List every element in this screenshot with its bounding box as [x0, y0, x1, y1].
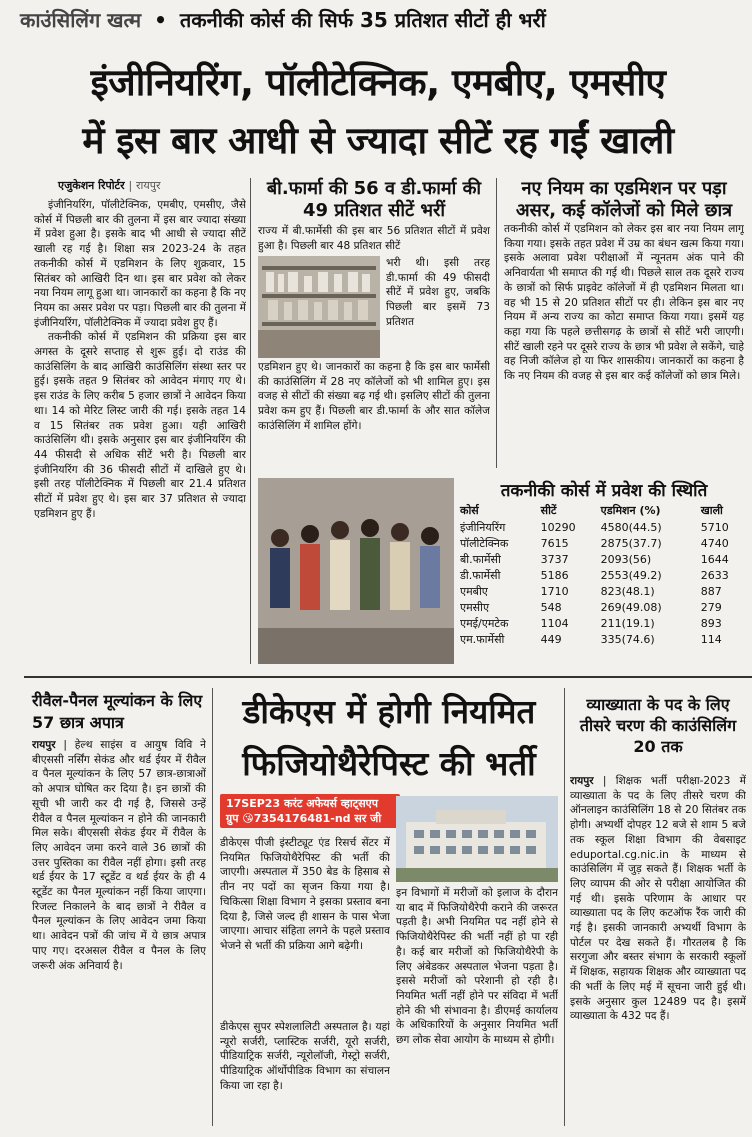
main-story-body: [34, 198, 246, 660]
cell-vacant: 2633: [700, 568, 729, 582]
byline-separator: |: [128, 179, 133, 192]
revaluation-text: हेल्थ साइंस व आयुष विवि ने बीएससी नर्सिंग सेकंड और थर्ड ईयर में रीवैल व पैनल मूल्यांकन के लिए 57 छात्र-छात्राओं को अपात्र घोषित कर दिया है। इन छात्रों की सूची भी जारी कर दी गई है, जिससे उन्हें रीवैल व पैनल मूल्यांकन न होने की जानकारी मिल सके। बीएससी सेकंड ईयर में रीवैल के लिए आवेदन जमा करने वाले 36 छात्रों की उत्तर पुस्तिका का रीवैल नहीं होगा। इसी तरह थर्ड ईयर के 17 स्टूडेंट व थर्ड ईयर के ही 4 स्टूडेंट का पैनल मूल्यांकन नहीं किया जाएगा। रिजल्ट निकालने के बाद छात्रों ने रीवैल व पैनल मूल्यांकन के लिए आवेदन जमा किया था। आवेदन पत्रों की जांच में ये छात्र अपात्र पाए गए। दरअसल रीवैल व पैनल के लिए जरूरी अंक अनिवार्य है।: [32, 739, 206, 972]
lecturer-heading: व्याख्याता के पद के लिए तीसरे चरण की काउंसिलिंग 20 तक: [579, 695, 737, 756]
cell-admission: 269(49.08): [600, 600, 662, 614]
table-row: [458, 551, 748, 567]
col-header-vacant: खाली: [700, 503, 723, 517]
hospital-building-photo: [396, 796, 558, 882]
cell-vacant: 4740: [700, 536, 729, 550]
pharma-rest: एडमिशन हुए थे। जानकारों का कहना है कि इस बार फार्मेसी की काउंसिलिंग में 28 नए कॉलेजों को भी शामिल हुए। इस वजह से सीटों की संख्या बढ़ गई थी। इसलिए सीटों की तुलना प्रवेश कम हुए हैं। पिछली बार डी.फार्मा के और सात कॉलेज काउंसिलिंग में शामिल होंगे।: [258, 361, 490, 432]
dks-col2: इन विभागों में मरीजों को इलाज के दौरान या बाद में फिजियोथैरेपी कराने की जरूरत पड़ती है। अभी नियमित पद नहीं होने से फिजियोथैरेपिस्ट की भर्ती नहीं हो पा रही है। कई बार मरीजों को फिजियोथैरेपी के लिए अंबेडकर अस्पताल भेजना पड़ता है। इससे मरीजों को परेशानी हो रही है। नियमित भर्ती नहीं होने पर संविदा में भर्ती होने की भी संभावना है। डीएमई कार्यालय के अधिकारियों के अनुसार नियमित भर्ती छग लोक सेवा आयोग के माध्यम से होगी।: [396, 887, 558, 1047]
cell-course: बी.फार्मेसी: [460, 552, 501, 566]
main-headline: [8, 54, 748, 170]
column-divider-4: [564, 688, 565, 1126]
cell-course: एमई/एमटेक: [460, 616, 509, 630]
admission-table: [458, 501, 748, 647]
cell-admission: 2093(56): [600, 552, 652, 566]
cell-admission: 2553(49.2): [600, 568, 662, 582]
pharmacy-photo: [258, 256, 380, 358]
cell-seats: 5186: [540, 568, 569, 582]
table-row: [458, 519, 748, 535]
cell-course: डी.फार्मेसी: [460, 568, 501, 582]
column-divider-3: [212, 688, 213, 1126]
cell-admission: 335(74.6): [600, 632, 655, 646]
dks-col1: डीकेएस पीजी इंस्टीट्यूट एंड रिसर्च सेंटर में नियमित फिजियोथैरेपिस्ट की भर्ती की जाएगी। अस्पताल में 350 बेड के हिसाब से तीन नए पदों का सृजन किया गया है। चिकित्सा शिक्षा विभाग ने इसका प्रस्ताव बना दिया है, जिसे जल्द ही शासन के पास भेजा जाएगा। आचार संहिता लगने के पहले प्रस्ताव भेजने से भर्ती की प्रक्रिया आगे बढ़ेगी।: [220, 837, 390, 952]
admission-status-box: [458, 478, 750, 647]
revaluation-city: रायपुर: [32, 739, 56, 751]
lecturer-sep: |: [602, 775, 616, 787]
lecturer-body: [570, 774, 746, 1126]
table-row: [458, 583, 748, 599]
cell-admission: 823(48.1): [600, 584, 655, 598]
cell-vacant: 114: [700, 632, 722, 646]
headline-line1: इंजीनियरिंग, पॉलीटेक्निक, एमबीए, एमसीए: [90, 61, 666, 104]
table-header-row: [458, 501, 748, 519]
revaluation-body: [32, 738, 206, 1118]
cell-vacant: 893: [700, 616, 722, 630]
banner-line2: ग्रुप 😘7354176481-nd सर जी: [226, 812, 382, 825]
revaluation-sep: |: [63, 739, 75, 751]
table-row: [458, 615, 748, 631]
dks-heading: [216, 686, 562, 790]
kicker-bullet: •: [154, 8, 167, 32]
column-divider-1: [250, 178, 251, 664]
banner-line1: 17SEP23 करंट अफेयर्स व्हाट्सएप: [226, 797, 378, 810]
column-divider-2: [496, 178, 497, 468]
byline-city: रायपुर: [136, 179, 161, 192]
kicker-part2: तकनीकी कोर्स की सिर्फ 35 प्रतिशत सीटों ही भरीं: [179, 8, 546, 32]
pharma-intro: राज्य में बी.फार्मेसी की इस बार 56 प्रतिशत सीटों में प्रवेश हुआ है। पिछली बार 48 प्रतिशत सीटें: [258, 225, 490, 252]
pharmacy-shelves-graphic: [258, 256, 380, 358]
cell-vacant: 887: [700, 584, 722, 598]
main-story-para2: तकनीकी कोर्स में एडमिशन की प्रक्रिया इस बार अगस्त के दूसरे सप्ताह से शुरू हुई। दो राउंड की काउंसिलिंग के बाद आखिरी काउंसिलिंग संस्था स्तर पर हुई। इसके तहत 9 सितंबर को आवेदन मंगाए गए थे। इस राउंड के लिए करीब 5 हजार छात्रों ने आवेदन किया था। 14 को मेरिट लिस्ट जारी की गई। इसके तहत 14 व 15 सितंबर तक प्रवेश हुआ। यही आखिरी काउंसिलिंग थी। इसके अनुसार इस बार इंजीनियरिंग की 44 फीसदी से अधिक सीटें भरी है। पिछली बार इंजीनियरिंग की 36 फीसदी सीटों में दाखिले हुए थे। इसी तरह पॉलीटेक्निक में पिछली बार 21.4 प्रतिशत सीटों में प्रवेश हुए थे। इस बार 37 प्रतिशत से ज्यादा एडमिशन हुए हैं।: [34, 331, 246, 520]
cell-course: इंजीनियरिंग: [460, 520, 506, 534]
cell-seats: 548: [540, 600, 562, 614]
dks-heading-line2: फिजियोथैरेपिस्ट की भर्ती: [242, 744, 536, 783]
lecturer-tag: शिक्षक भर्ती परीक्षा-2023: [615, 775, 731, 787]
dks-col1b: डीकेएस सुपर स्पेशलालिटी अस्पताल है। यहां न्यूरो सर्जरी, प्लास्टिक सर्जरी, यूरो सर्जरी, पीडियाट्रिक सर्जरी, न्यूरोलॉजी, गेस्ट्रो सर्जरी, पीडियाट्रिक ऑर्थोपीडिक विभाग का संचालन किया जा रहा है।: [220, 1021, 390, 1092]
headline-line2: में इस बार आधी से ज्यादा सीटें रह गईं खाली: [82, 119, 674, 162]
cell-admission: 211(19.1): [600, 616, 655, 630]
hospital-building-graphic: [396, 796, 558, 882]
table-row: [458, 599, 748, 615]
cell-seats: 7615: [540, 536, 569, 550]
section-divider: [24, 676, 752, 678]
rules-body: तकनीकी कोर्स में एडमिशन को लेकर इस बार नया नियम लागू किया गया। इसके तहत प्रवेश में उम्र का बंधन खत्म किया गया। इसके अलावा प्रवेश परीक्षाओं में न्यूनतम अंक पाने की अनिवार्यता भी समाप्त की गई थी। पिछले साल तक दूसरे राज्य के छात्रों को सिर्फ प्राइवेट कॉलेजों में ही एडमिशन मिलता था। वह भी 15 से 20 प्रतिशत सीटों पर ही। लेकिन इस बार नए नियम में अन्य राज्य का कोटा समाप्त किया गया। इसमें यह कहा गया कि पहले छत्तीसगढ़ के छात्रों से सीटें भरी जाएगी। सीटें खाली रहने पर दूसरे राज्य के छात्र भी प्रवेश ले सकेंगे, चाहे वह निजी कॉलेज हो या फिर शासकीय। जानकारों का कहना है कि नए नियम की वजह से इस बार कई कॉलेजों को छात्र मिले।: [504, 223, 744, 383]
cell-course: एमसीए: [460, 600, 490, 614]
whatsapp-group-banner: [220, 794, 400, 828]
students-crowd-photo: [258, 478, 454, 664]
cell-admission: 2875(37.7): [600, 536, 662, 550]
col-header-seats: सीटें: [540, 503, 557, 517]
cell-course: पॉलीटेक्निक: [460, 536, 509, 550]
cell-seats: 1710: [540, 584, 569, 598]
table-row: [458, 535, 748, 551]
dks-heading-line1: डीकेएस में होगी नियमित: [242, 692, 536, 731]
kicker-line: [20, 6, 750, 48]
byline: [58, 178, 248, 193]
col-header-admission: एडमिशन (%): [600, 503, 661, 517]
cell-admission: 4580(44.5): [600, 520, 662, 534]
rules-heading: नए नियम का एडमिशन पर पड़ा असर, कई कॉलेजों को मिले छात्र: [515, 178, 733, 221]
cell-course: एमबीए: [460, 584, 488, 598]
revaluation-heading: रीवैल-पैनल मूल्यांकन के लिए 57 छात्र अपात्र: [32, 691, 203, 732]
main-story-para1: इंजीनियरिंग, पॉलीटेक्निक, एमबीए, एमसीए, जैसे कोर्स में पिछली बार की तुलना में इस बार ज्यादा संख्या में प्रवेश हुआ है। इसके बाद भी आधी से ज्यादा सीटें खाली रह गई है। शिक्षा सत्र 2023-24 के तहत तकनीकी कोर्स में एडमिशन के लिए शुक्रवार, 15 सितंबर को आखिरी दिन था। इस बार प्रवेश को लेकर नया नियम लागू हुआ था। जानकारों का कहना है कि नए नियम का असर प्रवेश पर पड़ा। पिछली बार की तुलना में इंजीनियरिंग, पॉलीटेक्निक में ज्यादा प्रवेश हुए हैं।: [34, 199, 246, 329]
lecturer-text: में व्याख्याता के पद के लिए तीसरे चरण की ऑनलाइन काउंसिलिंग 18 से 20 सितंबर तक होगी। अभ्यर्थी दोपहर 12 बजे से शाम 5 बजे तक स्कूल शिक्षा विभाग की वेबसाइट eduportal.cg.nic.in के माध्यम से काउंसिलिंग में जुड़ सकते हैं। शिक्षक भर्ती के लिए व्यापम की ओर से परीक्षा आयोजित की गई थी। इसके परिणाम के आधार पर व्याख्याता पद के लिए कटऑफ रैंक जारी की गई है। इसकी जानकारी अभ्यर्थी विभाग के पोर्टल पर देख सकते हैं। गौरतलब है कि सरगुजा और बस्तर संभाग के सरकारी स्कूलों में शिक्षक, सहायक शिक्षक और व्याख्याता पद की भर्ती के लिए मई में सूचना जारी हुई थी। इसके अनुसार कुल 12489 पद है। इसमें व्याख्याता के 432 पद हैं।: [570, 775, 746, 1023]
cell-seats: 3737: [540, 552, 569, 566]
table-row: [458, 631, 748, 647]
col-header-course: कोर्स: [460, 503, 479, 517]
table-row: [458, 567, 748, 583]
cell-vacant: 279: [700, 600, 722, 614]
cell-seats: 449: [540, 632, 562, 646]
lecturer-city: रायपुर: [570, 775, 594, 787]
students-crowd-graphic: [258, 478, 454, 664]
table-title: तकनीकी कोर्स में प्रवेश की स्थिति: [500, 481, 708, 501]
pharma-heading: बी.फार्मा की 56 व डी.फार्मा की 49 प्रतिशत सीटें भरीं: [266, 178, 482, 221]
cell-seats: 10290: [540, 520, 576, 534]
cell-course: एम.फार्मेसी: [460, 632, 505, 646]
byline-author: एजुकेशन रिपोर्टर: [58, 179, 125, 192]
pharma-side-text: भरी थी। इसी तरह डी.फार्मा की 49 फीसदी सीटें में प्रवेश हुए, जबकि पिछली बार इसमें 73 प्रतिशत: [386, 257, 490, 328]
cell-vacant: 1644: [700, 552, 729, 566]
kicker-part1: काउंसिलिंग खत्म: [20, 8, 142, 32]
cell-seats: 1104: [540, 616, 569, 630]
cell-vacant: 5710: [700, 520, 729, 534]
